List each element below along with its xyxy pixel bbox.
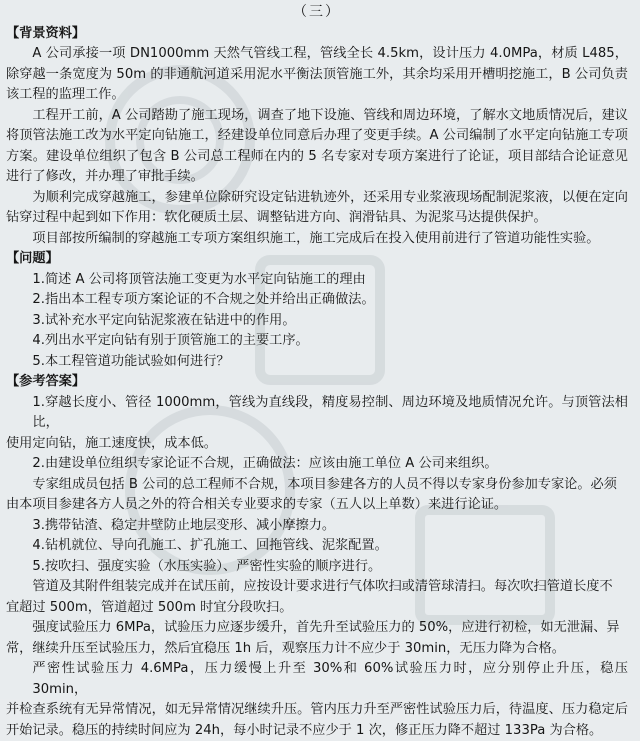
answer-lead: 强度试验压力 6MPa，试验压力应逐步缓升，首先升至试验压力的 50%，应进行初检，如无泄漏、异 [32, 620, 620, 635]
answer-continuation: 常，继续升压至试验压力，然后宜稳压 1h 后，观察压力计不应少于 30min，无压力降为合格。 [6, 640, 565, 656]
document-content [6, 2, 628, 741]
question-item: 1.简述 A 公司将顶管法施工变更为水平定向钻施工的理由 [32, 271, 366, 287]
answer-continuation: 并检查系统有无异常情况，如无异常情况继续升压。管内压力升至严密性试验压力后，待温度、压力稳定后开始记录。稳压的持续时间应为 24h，每小时记录不应少于 1 次，修正压力降不超过 133Pa 为合格。 [6, 702, 628, 738]
answer-lead: 5.按吹扫、强度实验（水压实验）、严密性实验的顺序进行。 [32, 558, 382, 574]
background-paragraph: 项目部按所编制的穿越施工专项方案组织施工，施工完成后在投入使用前进行了管道功能性实验。 [32, 230, 600, 246]
question-item: 2.指出本工程专项方案论证的不合规之处并给出正确做法。 [32, 292, 375, 307]
answer-lead: 专家组成员包括 B 公司的总工程师不合规，本项目参建各方的人员不得以专家身份参加专家论。必须 [32, 476, 617, 492]
answer-continuation: 由本项目参建各方人员之外的符合相关专业要求的专家（五人以上单数）来进行论证。 [6, 497, 508, 512]
answer-continuation: 宜超过 500m，管道超过 500m 时宜分段吹扫。 [6, 599, 293, 615]
question-item: 4.列出水平定向钻有别于顶管施工的主要工序。 [32, 333, 309, 348]
answer-lead: 严密性试验压力 4.6MPa，压力缓慢上升至 30%和 60%试验压力时，应分别停止升压，稳压 30min， [32, 661, 628, 697]
background-paragraph: 工程开工前，A 公司踏勘了施工现场，调查了地下设施、管线和周边环境，了解水文地质情况后，建议将顶管法施工改为水平定向钻施工，经建设单位同意后办理了变更手续。A 公司编制了水平定向钻施工专项方案。建设单位组织了包含 B 公司总工程师在内的 5 名专家对专项方案进行了论证，项目部结合论证意见进行了修改，并办理了审批手续。 [6, 107, 628, 184]
answer-lead: 1.穿越长度小、管径 1000mm，管线为直线段，精度易控制、周边环境及地质情况允许。与顶管法相比， [32, 394, 628, 430]
answers-heading: 【参考答案】 [6, 374, 86, 389]
answer-block [6, 454, 628, 475]
questions-heading: 【问题】 [6, 251, 59, 266]
section-title: （三） [293, 4, 341, 20]
answer-lead: 4.钻机就位、导向孔施工、扩孔施工、回拖管线、泥浆配置。 [32, 538, 388, 553]
answer-block [6, 393, 628, 455]
answer-block [6, 618, 628, 659]
answer-lead: 管道及其附件组装完成并在试压前，应按设计要求进行气体吹扫或清管球清扫。每次吹扫管道长度不 [32, 579, 613, 594]
answer-block [6, 475, 628, 516]
answer-lead: 3.携带钻渣、稳定井壁防止地层变形、减小摩擦力。 [32, 517, 336, 533]
question-item: 3.试补充水平定向钻泥浆液在钻进中的作用。 [32, 312, 296, 328]
answer-lead: 2.由建设单位组织专家论证不合规，正确做法：应该由施工单位 A 公司来组织。 [32, 456, 498, 471]
question-item: 5.本工程管道功能试验如何进行？ [32, 353, 230, 369]
answer-block [6, 577, 628, 618]
answer-block [6, 536, 628, 557]
background-paragraph: 为顺利完成穿越施工，参建单位除研究设定钻进轨迹外，还采用专业浆液现场配制泥浆液，以便在定向钻穿过程中起到如下作用：软化硬质土层、调整钻进方向、润滑钻具、为泥浆马达提供保护。 [6, 189, 628, 225]
answer-continuation: 使用定向钻，施工速度快，成本低。 [6, 435, 217, 451]
background-paragraph: A 公司承接一项 DN1000mm 天然气管线工程，管线全长 4.5km，设计压力 4.0MPa，材质 L485，除穿越一条宽度为 50m 的非通航河道采用泥水平衡法顶管施工外，其余均采用开槽明挖施工，B 公司负责该工程的监理工作。 [6, 46, 628, 102]
background-heading: 【背景资料】 [6, 25, 86, 41]
answer-block [6, 557, 628, 578]
answer-block [6, 516, 628, 537]
answer-block [6, 659, 628, 741]
